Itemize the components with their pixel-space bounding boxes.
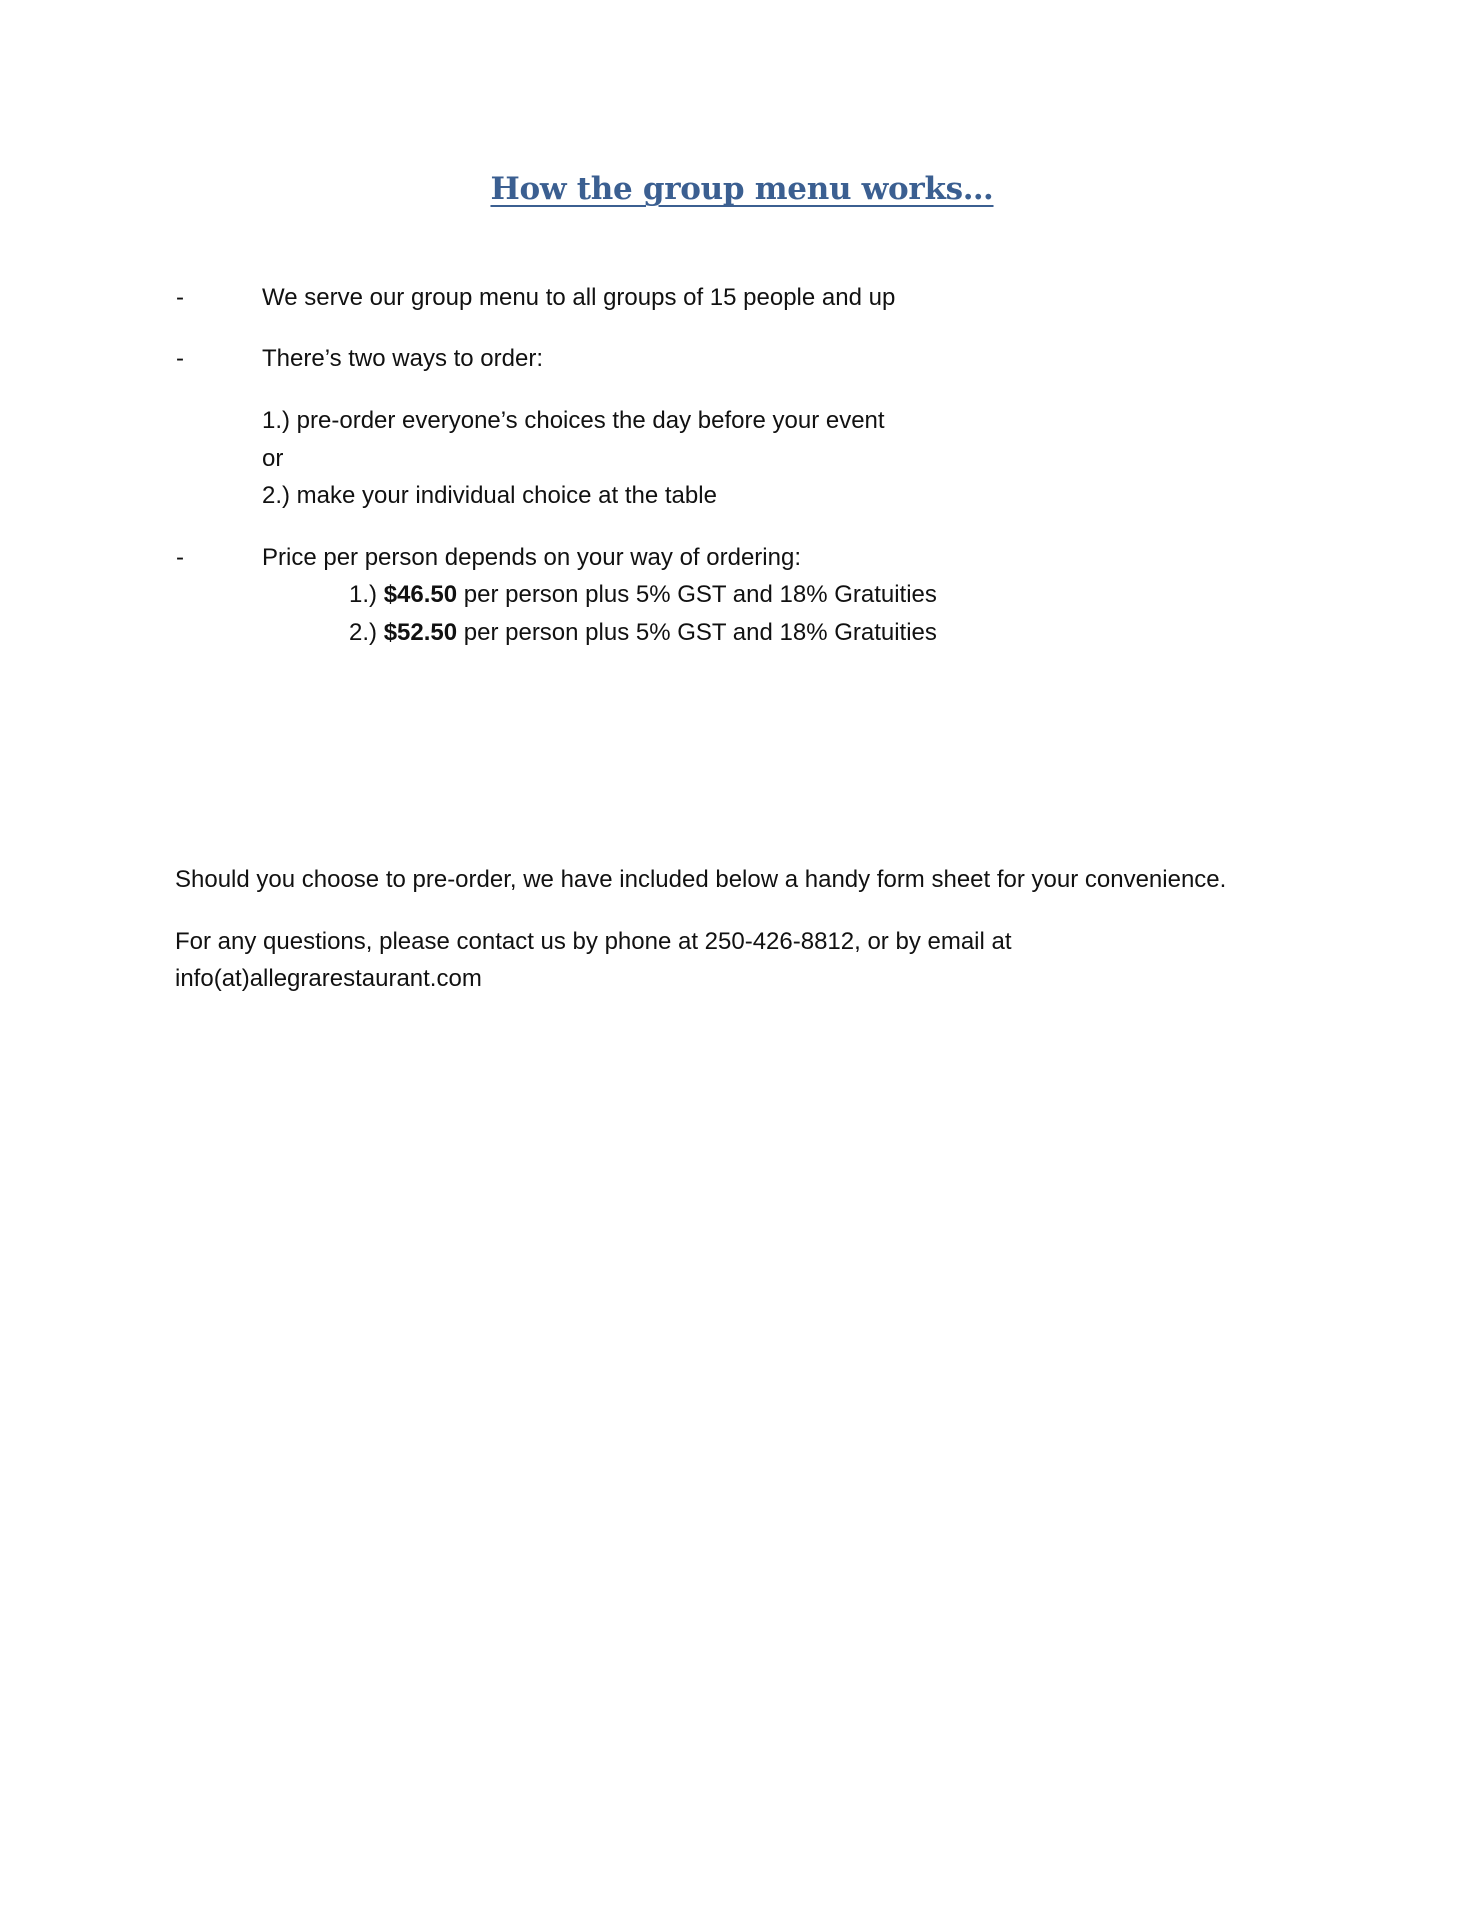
bullet-group-size: We serve our group menu to all groups of 15 people and up xyxy=(262,284,896,311)
bullet-dash: - xyxy=(176,544,184,571)
price-prefix: 2.) xyxy=(349,619,384,646)
price-suffix: per person plus 5% GST and 18% Gratuities xyxy=(457,581,937,608)
preorder-note: Should you choose to pre-order, we have included below a handy form sheet for your convenience. xyxy=(175,866,1227,893)
contact-email: info(at)allegrarestaurant.com xyxy=(175,965,482,992)
price-line-at-table xyxy=(349,618,937,648)
bullet-dash: - xyxy=(176,284,184,311)
bullet-price-per-person: Price per person depends on your way of ordering: xyxy=(262,544,801,571)
price-line-preorder xyxy=(349,580,937,610)
bullet-dash: - xyxy=(176,345,184,372)
order-option-at-table: 2.) make your individual choice at the table xyxy=(262,482,717,509)
price-amount: $52.50 xyxy=(383,619,458,646)
page-title: How the group menu works… xyxy=(490,171,994,207)
price-suffix: per person plus 5% GST and 18% Gratuities xyxy=(457,619,937,646)
price-amount: $46.50 xyxy=(383,581,458,608)
bullet-ways-to-order: There’s two ways to order: xyxy=(262,345,544,372)
order-option-preorder: 1.) pre-order everyone’s choices the day before your event xyxy=(262,407,885,434)
order-option-or: or xyxy=(262,445,284,472)
price-prefix: 1.) xyxy=(349,581,384,608)
contact-line: For any questions, please contact us by phone at 250-426-8812, or by email at xyxy=(175,928,1012,955)
